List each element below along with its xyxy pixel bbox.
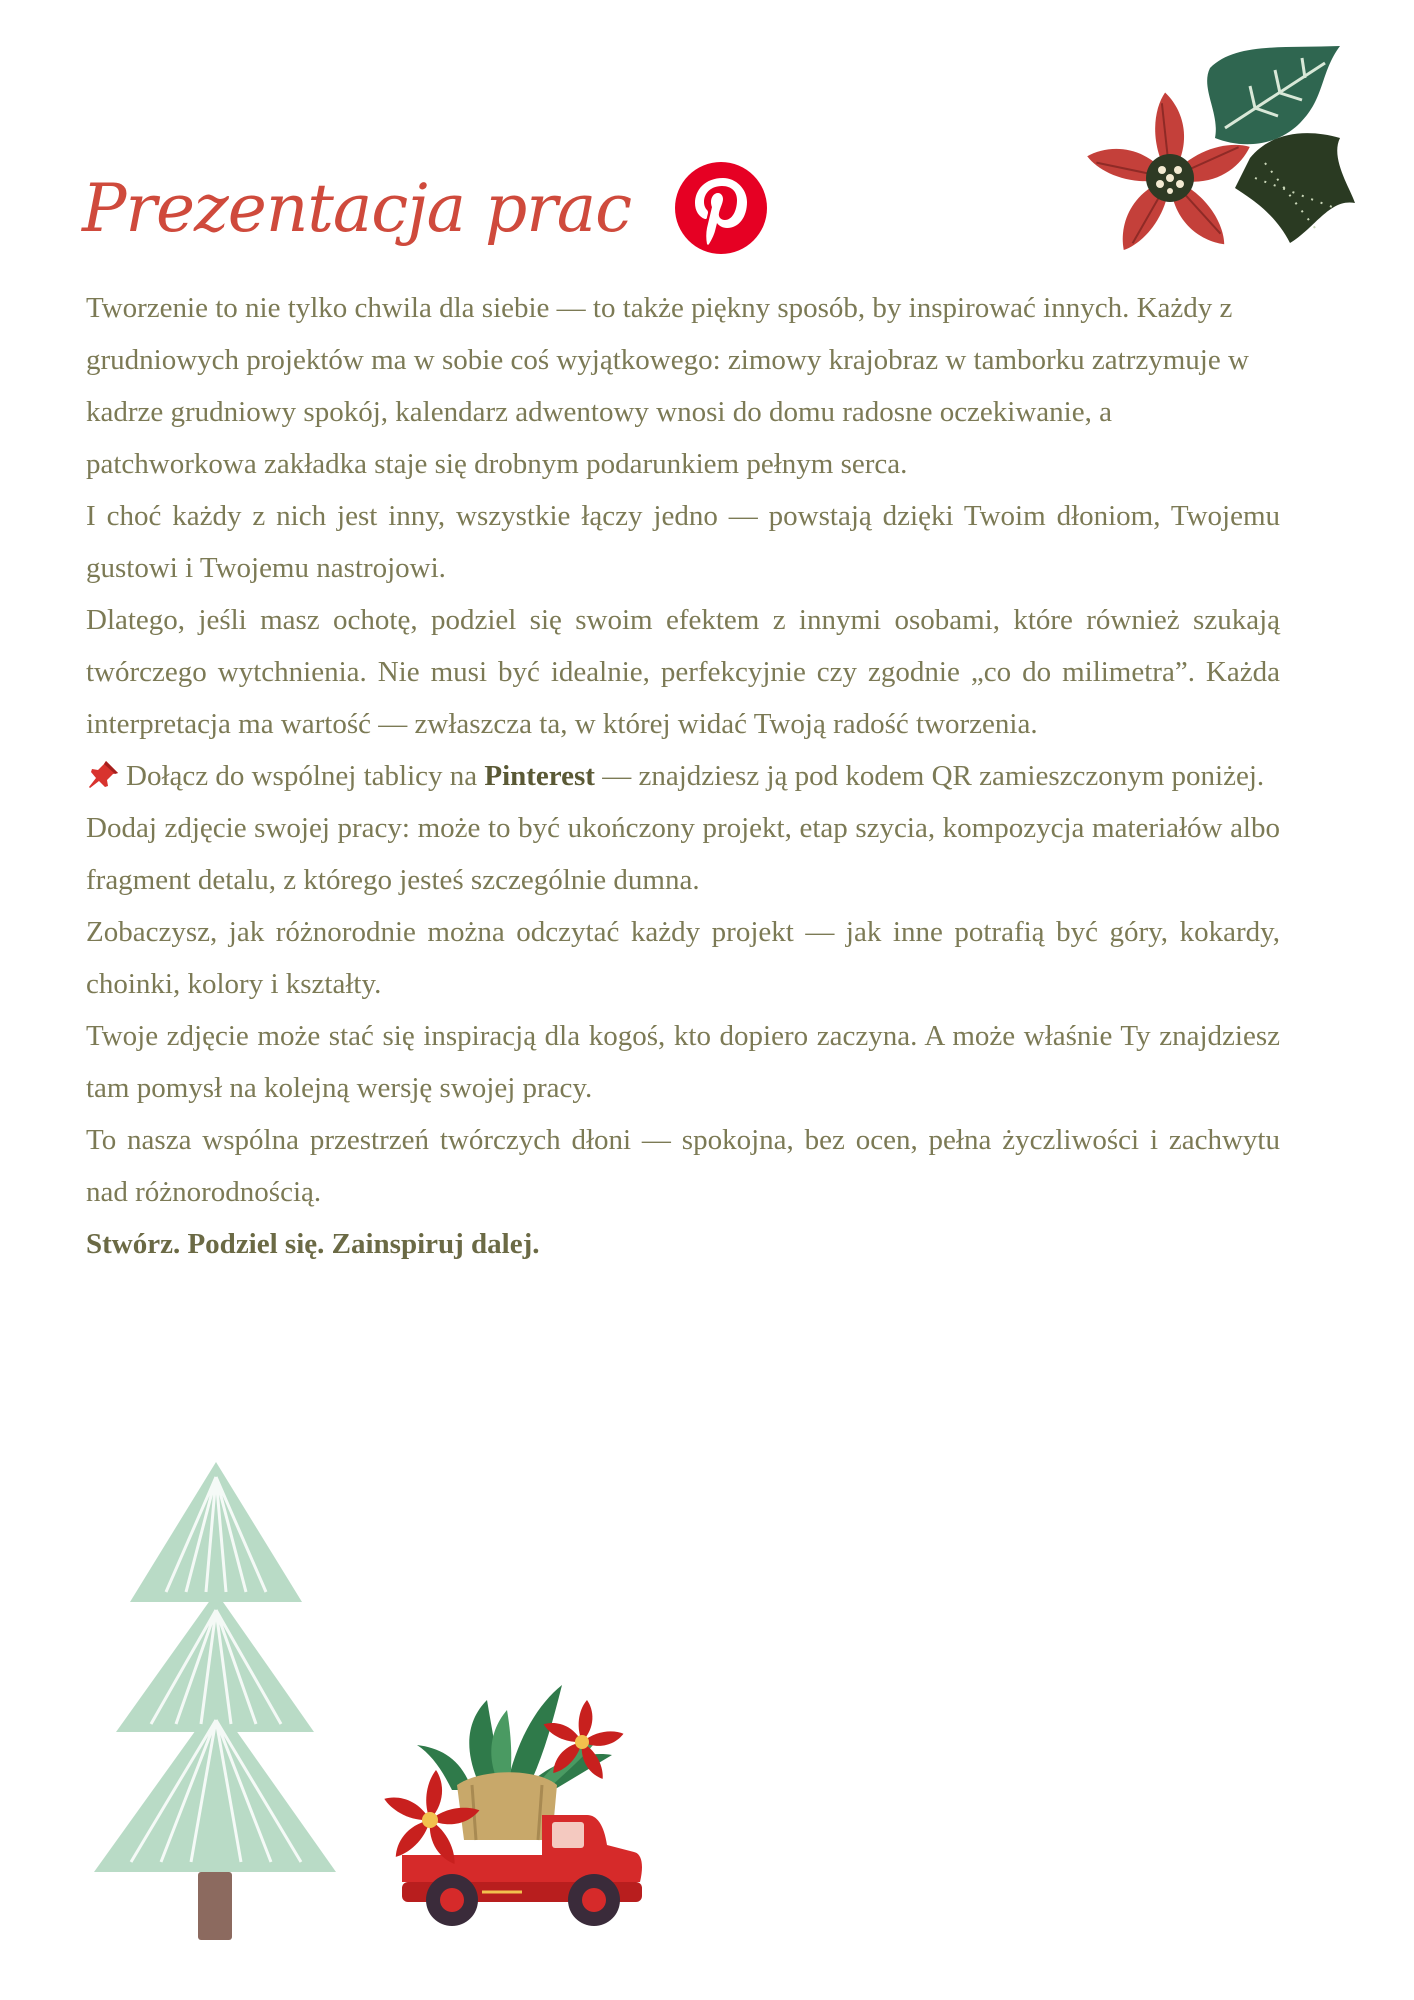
- paragraph-intro: Tworzenie to nie tylko chwila dla siebie — to także piękny sposób, by inspirować innych. Każdy z grudniowych projektów ma w sobie coś wyjątkowego: zimowy krajobraz w tamborku zatrzymuje w kadrze grudniowy spokój, kalendarz adwentowy wnosi do domu radosne oczekiwanie, a patchworkowa zakładka staje się drobnym podarunkiem pełnym serca.: [86, 292, 1249, 480]
- pinterest-line-start: Dołącz do wspólnej tablicy na: [126, 760, 478, 792]
- paragraph-share-invitation: Dlatego, jeśli masz ochotę, podziel się swoim efektem z innymi osobami, które również szukają twórczego wytchnienia. Nie musi być idealnie, perfekcyjnie czy zgodnie „co do milimetra”. Każda interpretacja ma wartość — zwłaszcza ta, w której widać Twoją radość tworzenia.: [86, 604, 1280, 740]
- closing-slogan: Stwórz. Podziel się. Zainspiruj dalej.: [86, 1228, 540, 1260]
- pinterest-name: Pinterest: [484, 760, 595, 792]
- paragraph-connection: I choć każdy z nich jest inny, wszystkie łączy jedno — powstają dzięki Twoim dłoniom, Twojemu gustowi i Twojemu nastrojowi.: [86, 500, 1280, 584]
- paragraph-variety: Zobaczysz, jak różnorodnie można odczytać każdy projekt — jak inne potrafią być góry, kokardy, choinki, kolory i kształty.: [86, 916, 1280, 1000]
- pinterest-line-end: — znajdziesz ją pod kodem QR zamieszczonym poniżej.: [602, 760, 1265, 792]
- body-text: [86, 282, 1280, 1270]
- header: [82, 148, 769, 268]
- paragraph-inspiration: Twoje zdjęcie może stać się inspiracją dla kogoś, kto dopiero zaczyna. A może właśnie Ty znajdziesz tam pomysł na kolejną wersję swojej pracy.: [86, 1020, 1280, 1104]
- page-title: Prezentacja prac: [82, 169, 632, 247]
- pushpin-icon: [86, 759, 120, 789]
- paragraph-shared-space: To nasza wspólna przestrzeń twórczych dłoni — spokojna, bez ocen, pełna życzliwości i zachwytu nad różnorodnością.: [86, 1124, 1280, 1208]
- christmas-tree-icon: [86, 1462, 346, 1942]
- pinterest-logo-icon[interactable]: [673, 160, 769, 256]
- red-truck-with-tree-icon: [372, 1660, 672, 1940]
- paragraph-add-photo: Dodaj zdjęcie swojej pracy: może to być ukończony projekt, etap szycia, kompozycja materiałów albo fragment detalu, z którego jesteś szczególnie dumna.: [86, 812, 1280, 896]
- paragraph-pinterest-board: [86, 750, 1280, 802]
- poinsettia-holly-icon: [1050, 28, 1370, 298]
